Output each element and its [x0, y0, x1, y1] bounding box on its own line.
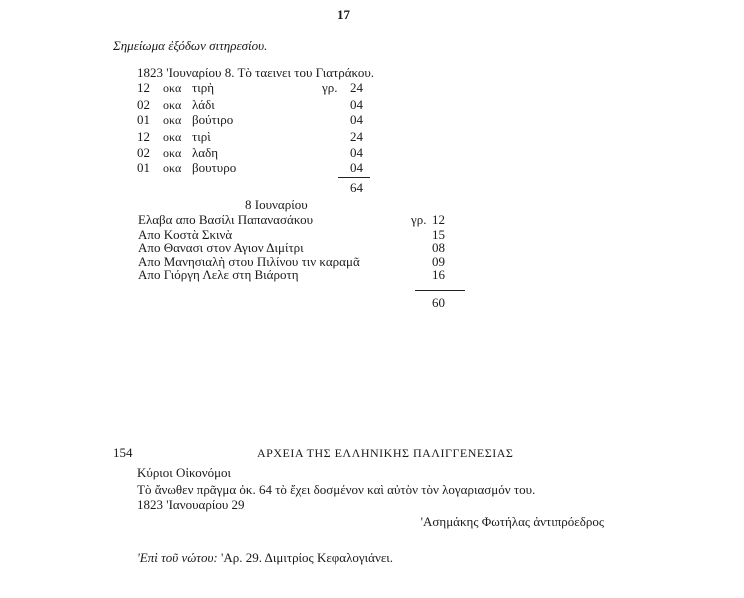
verso-label: 'Επὶ τοῦ νώτου: — [137, 550, 218, 565]
row-amount: 04 — [350, 112, 363, 127]
row-item: βούτιρο — [192, 112, 234, 127]
page-number-bottom: 154 — [113, 445, 133, 460]
row-unit: οκα — [163, 130, 182, 144]
row-unit: οκα — [163, 81, 182, 95]
row-item: λαδη — [192, 145, 219, 160]
row-description: Ελαβα απο Βασίλι Παπανασάκου — [138, 212, 314, 227]
row-item: βουτυρο — [192, 160, 237, 175]
sum-rule — [338, 177, 370, 178]
page-number-top: 17 — [337, 7, 350, 22]
sum-rule — [415, 290, 465, 291]
row-quantity: 01 — [137, 160, 150, 175]
verso-text: 'Αρ. 29. Διμιτρίος Κεφαλογιάνει. — [221, 550, 394, 565]
block2-heading: 8 Ιουναρίου — [245, 197, 308, 212]
row-unit: οκα — [163, 146, 182, 160]
row-item: τιρὶ — [192, 129, 211, 144]
row-description: Απο Θανασι στον Αγιον Διμίτρι — [138, 240, 304, 255]
block2-total: 60 — [432, 295, 445, 310]
row-unit: οκα — [163, 161, 182, 175]
row-amount: 08 — [432, 240, 445, 255]
currency-label: γρ. — [322, 80, 338, 95]
row-amount: 04 — [350, 97, 363, 112]
row-amount: 15 — [432, 227, 445, 242]
row-unit: οκα — [163, 98, 182, 112]
block1-heading: 1823 'Ιουναρίου 8. Τὸ ταεινει του Γιατράκου. — [137, 65, 375, 80]
letter-body: Τὸ ἄνωθεν πρᾶγμα ὀκ. 64 τὸ ἔχει δοσμένον καὶ αὐτὸν τὸν λογαριασμόν του. — [137, 482, 536, 497]
document-title: Σημείωμα ἐξόδων σιτηρεσίου. — [113, 38, 268, 53]
row-quantity: 01 — [137, 112, 150, 127]
letter-salutation: Κύριοι Οἰκονόμοι — [137, 465, 232, 480]
row-quantity: 02 — [137, 145, 150, 160]
row-amount: 24 — [350, 80, 363, 95]
row-unit: οκα — [163, 113, 182, 127]
row-amount: 16 — [432, 267, 445, 282]
letter-signature: 'Ασημάκης Φωτήλας ἀντιπρόεδρος — [420, 514, 604, 529]
row-amount: 04 — [350, 160, 363, 175]
row-amount: 09 — [432, 254, 445, 269]
row-item: λάδι — [192, 97, 215, 112]
currency-label: γρ. — [411, 212, 427, 227]
row-description: Απο Μανησιαλὴ στου Πιλίνου τιν καραμᾶ — [138, 254, 360, 269]
block1-total: 64 — [350, 180, 363, 195]
row-description: Απο Γιόργη Λελε στη Βιάροτη — [138, 267, 299, 282]
row-quantity: 12 — [137, 80, 150, 95]
letter-date: 1823 'Ιανουαρίου 29 — [137, 497, 245, 512]
row-quantity: 12 — [137, 129, 150, 144]
row-description: Απο Κοστὰ Σκινὰ — [138, 227, 233, 242]
row-amount: 04 — [350, 145, 363, 160]
running-header: ΑΡΧΕΙΑ ΤΗΣ ΕΛΛΗΝΙΚΗΣ ΠΑΛΙΓΓΕΝΕΣΙΑΣ — [257, 446, 514, 460]
row-amount: 24 — [350, 129, 363, 144]
row-quantity: 02 — [137, 97, 150, 112]
row-item: τιρὴ — [192, 80, 215, 95]
row-amount: 12 — [432, 212, 445, 227]
